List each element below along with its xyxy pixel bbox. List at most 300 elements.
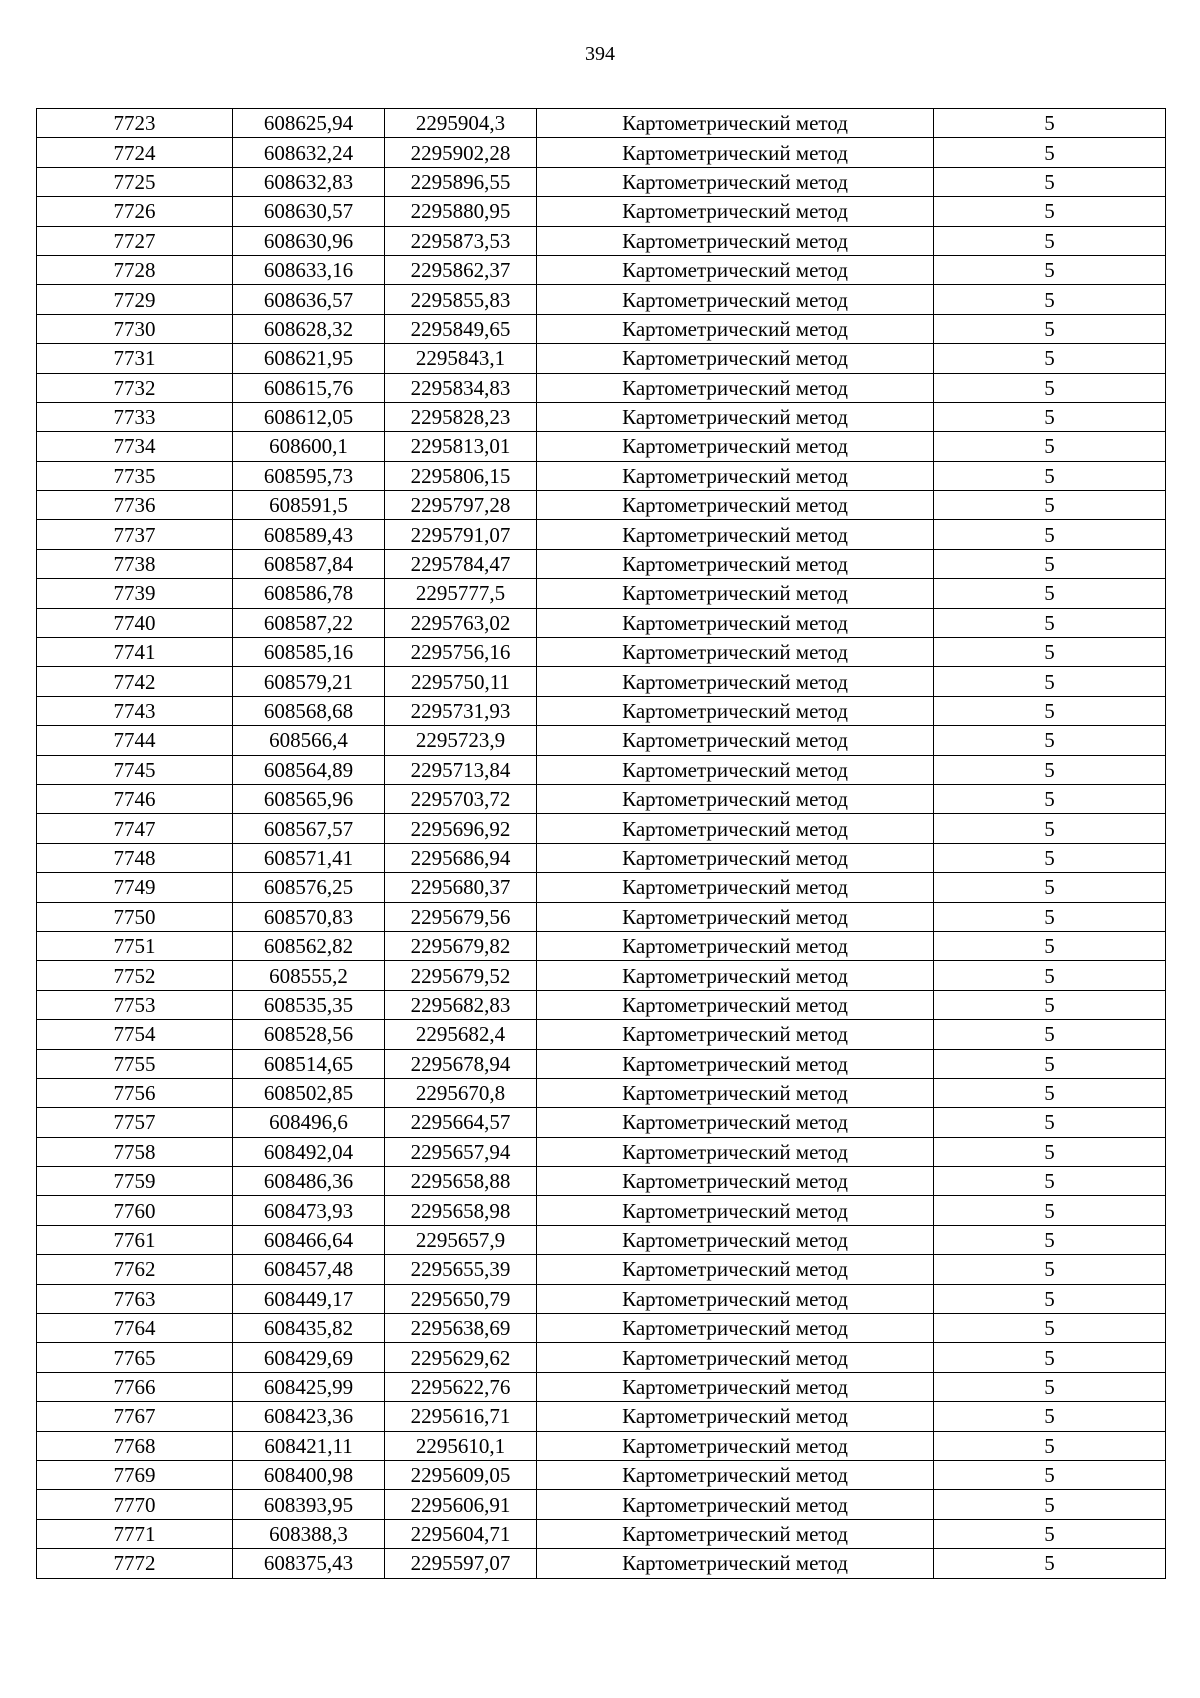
y-coordinate-cell: 2295731,93 [385,696,537,725]
table-row [37,579,1166,608]
point-number-cell: 7737 [37,520,233,549]
y-coordinate-cell: 2295679,82 [385,931,537,960]
x-coordinate-cell: 608423,36 [233,1402,385,1431]
x-coordinate-cell: 608600,1 [233,432,385,461]
accuracy-cell: 5 [934,432,1166,461]
point-number-cell: 7730 [37,314,233,343]
method-cell: Картометрический метод [537,1490,934,1519]
method-cell: Картометрический метод [537,549,934,578]
x-coordinate-cell: 608587,22 [233,608,385,637]
table-row [37,1049,1166,1078]
y-coordinate-cell: 2295658,88 [385,1167,537,1196]
y-coordinate-cell: 2295682,83 [385,990,537,1019]
accuracy-cell: 5 [934,1255,1166,1284]
table-row [37,549,1166,578]
accuracy-cell: 5 [934,638,1166,667]
point-number-cell: 7736 [37,491,233,520]
coordinates-table-body [37,109,1166,1579]
method-cell: Картометрический метод [537,138,934,167]
y-coordinate-cell: 2295638,69 [385,1314,537,1343]
method-cell: Картометрический метод [537,814,934,843]
x-coordinate-cell: 608567,57 [233,814,385,843]
method-cell: Картометрический метод [537,1314,934,1343]
x-coordinate-cell: 608435,82 [233,1314,385,1343]
point-number-cell: 7762 [37,1255,233,1284]
point-number-cell: 7745 [37,755,233,784]
x-coordinate-cell: 608591,5 [233,491,385,520]
y-coordinate-cell: 2295679,52 [385,961,537,990]
table-row [37,814,1166,843]
accuracy-cell: 5 [934,461,1166,490]
point-number-cell: 7743 [37,696,233,725]
table-row [37,1343,1166,1372]
method-cell: Картометрический метод [537,873,934,902]
accuracy-cell: 5 [934,1314,1166,1343]
y-coordinate-cell: 2295750,11 [385,667,537,696]
y-coordinate-cell: 2295610,1 [385,1431,537,1460]
point-number-cell: 7756 [37,1078,233,1107]
x-coordinate-cell: 608587,84 [233,549,385,578]
table-row [37,109,1166,138]
y-coordinate-cell: 2295670,8 [385,1078,537,1107]
y-coordinate-cell: 2295703,72 [385,784,537,813]
x-coordinate-cell: 608400,98 [233,1460,385,1489]
method-cell: Картометрический метод [537,402,934,431]
accuracy-cell: 5 [934,1343,1166,1372]
x-coordinate-cell: 608630,96 [233,226,385,255]
y-coordinate-cell: 2295606,91 [385,1490,537,1519]
y-coordinate-cell: 2295679,56 [385,902,537,931]
accuracy-cell: 5 [934,1431,1166,1460]
accuracy-cell: 5 [934,814,1166,843]
table-row [37,843,1166,872]
x-coordinate-cell: 608528,56 [233,1020,385,1049]
accuracy-cell: 5 [934,961,1166,990]
accuracy-cell: 5 [934,579,1166,608]
x-coordinate-cell: 608615,76 [233,373,385,402]
point-number-cell: 7761 [37,1225,233,1254]
y-coordinate-cell: 2295680,37 [385,873,537,902]
point-number-cell: 7746 [37,784,233,813]
table-row [37,1020,1166,1049]
x-coordinate-cell: 608612,05 [233,402,385,431]
page-number: 394 [585,43,615,65]
method-cell: Картометрический метод [537,1519,934,1548]
y-coordinate-cell: 2295629,62 [385,1343,537,1372]
x-coordinate-cell: 608621,95 [233,344,385,373]
accuracy-cell: 5 [934,314,1166,343]
accuracy-cell: 5 [934,990,1166,1019]
x-coordinate-cell: 608535,35 [233,990,385,1019]
x-coordinate-cell: 608449,17 [233,1284,385,1313]
method-cell: Картометрический метод [537,755,934,784]
point-number-cell: 7731 [37,344,233,373]
table-row [37,608,1166,637]
y-coordinate-cell: 2295828,23 [385,402,537,431]
table-row [37,1402,1166,1431]
y-coordinate-cell: 2295806,15 [385,461,537,490]
point-number-cell: 7750 [37,902,233,931]
point-number-cell: 7732 [37,373,233,402]
table-row [37,197,1166,226]
point-number-cell: 7753 [37,990,233,1019]
y-coordinate-cell: 2295873,53 [385,226,537,255]
table-row [37,1314,1166,1343]
accuracy-cell: 5 [934,843,1166,872]
x-coordinate-cell: 608586,78 [233,579,385,608]
x-coordinate-cell: 608636,57 [233,285,385,314]
y-coordinate-cell: 2295896,55 [385,167,537,196]
point-number-cell: 7729 [37,285,233,314]
point-number-cell: 7757 [37,1108,233,1137]
y-coordinate-cell: 2295682,4 [385,1020,537,1049]
method-cell: Картометрический метод [537,461,934,490]
method-cell: Картометрический метод [537,1078,934,1107]
x-coordinate-cell: 608466,64 [233,1225,385,1254]
y-coordinate-cell: 2295678,94 [385,1049,537,1078]
accuracy-cell: 5 [934,1137,1166,1166]
point-number-cell: 7734 [37,432,233,461]
y-coordinate-cell: 2295713,84 [385,755,537,784]
table-row [37,520,1166,549]
table-row [37,1284,1166,1313]
y-coordinate-cell: 2295784,47 [385,549,537,578]
table-row [37,432,1166,461]
point-number-cell: 7727 [37,226,233,255]
point-number-cell: 7725 [37,167,233,196]
point-number-cell: 7739 [37,579,233,608]
accuracy-cell: 5 [934,1108,1166,1137]
table-row [37,902,1166,931]
x-coordinate-cell: 608566,4 [233,726,385,755]
table-row [37,696,1166,725]
point-number-cell: 7752 [37,961,233,990]
method-cell: Картометрический метод [537,1372,934,1401]
table-row [37,491,1166,520]
x-coordinate-cell: 608393,95 [233,1490,385,1519]
table-row [37,344,1166,373]
table-row [37,667,1166,696]
accuracy-cell: 5 [934,1284,1166,1313]
y-coordinate-cell: 2295791,07 [385,520,537,549]
table-row [37,255,1166,284]
point-number-cell: 7738 [37,549,233,578]
point-number-cell: 7758 [37,1137,233,1166]
method-cell: Картометрический метод [537,1196,934,1225]
y-coordinate-cell: 2295597,07 [385,1549,537,1578]
accuracy-cell: 5 [934,373,1166,402]
method-cell: Картометрический метод [537,1402,934,1431]
y-coordinate-cell: 2295658,98 [385,1196,537,1225]
point-number-cell: 7768 [37,1431,233,1460]
table-row [37,373,1166,402]
method-cell: Картометрический метод [537,1255,934,1284]
method-cell: Картометрический метод [537,432,934,461]
y-coordinate-cell: 2295686,94 [385,843,537,872]
y-coordinate-cell: 2295904,3 [385,109,537,138]
point-number-cell: 7763 [37,1284,233,1313]
method-cell: Картометрический метод [537,990,934,1019]
accuracy-cell: 5 [934,902,1166,931]
x-coordinate-cell: 608632,24 [233,138,385,167]
method-cell: Картометрический метод [537,1284,934,1313]
method-cell: Картометрический метод [537,285,934,314]
table-row [37,784,1166,813]
y-coordinate-cell: 2295843,1 [385,344,537,373]
y-coordinate-cell: 2295777,5 [385,579,537,608]
method-cell: Картометрический метод [537,1225,934,1254]
y-coordinate-cell: 2295862,37 [385,255,537,284]
point-number-cell: 7742 [37,667,233,696]
x-coordinate-cell: 608579,21 [233,667,385,696]
table-row [37,461,1166,490]
y-coordinate-cell: 2295655,39 [385,1255,537,1284]
accuracy-cell: 5 [934,549,1166,578]
table-row [37,1196,1166,1225]
y-coordinate-cell: 2295696,92 [385,814,537,843]
accuracy-cell: 5 [934,1196,1166,1225]
x-coordinate-cell: 608375,43 [233,1549,385,1578]
x-coordinate-cell: 608628,32 [233,314,385,343]
x-coordinate-cell: 608568,68 [233,696,385,725]
table-row [37,931,1166,960]
accuracy-cell: 5 [934,1490,1166,1519]
accuracy-cell: 5 [934,1049,1166,1078]
y-coordinate-cell: 2295609,05 [385,1460,537,1489]
table-row [37,226,1166,255]
point-number-cell: 7755 [37,1049,233,1078]
method-cell: Картометрический метод [537,491,934,520]
accuracy-cell: 5 [934,1402,1166,1431]
x-coordinate-cell: 608496,6 [233,1108,385,1137]
method-cell: Картометрический метод [537,344,934,373]
x-coordinate-cell: 608589,43 [233,520,385,549]
x-coordinate-cell: 608633,16 [233,255,385,284]
method-cell: Картометрический метод [537,1108,934,1137]
method-cell: Картометрический метод [537,1137,934,1166]
point-number-cell: 7771 [37,1519,233,1548]
method-cell: Картометрический метод [537,1460,934,1489]
accuracy-cell: 5 [934,109,1166,138]
x-coordinate-cell: 608632,83 [233,167,385,196]
x-coordinate-cell: 608514,65 [233,1049,385,1078]
accuracy-cell: 5 [934,491,1166,520]
method-cell: Картометрический метод [537,667,934,696]
accuracy-cell: 5 [934,344,1166,373]
table-row [37,755,1166,784]
method-cell: Картометрический метод [537,1049,934,1078]
x-coordinate-cell: 608625,94 [233,109,385,138]
method-cell: Картометрический метод [537,255,934,284]
point-number-cell: 7724 [37,138,233,167]
point-number-cell: 7740 [37,608,233,637]
table-row [37,1167,1166,1196]
table-row [37,873,1166,902]
accuracy-cell: 5 [934,931,1166,960]
method-cell: Картометрический метод [537,1343,934,1372]
point-number-cell: 7748 [37,843,233,872]
point-number-cell: 7760 [37,1196,233,1225]
method-cell: Картометрический метод [537,638,934,667]
y-coordinate-cell: 2295723,9 [385,726,537,755]
table-row [37,314,1166,343]
point-number-cell: 7749 [37,873,233,902]
point-number-cell: 7723 [37,109,233,138]
method-cell: Картометрический метод [537,902,934,931]
accuracy-cell: 5 [934,873,1166,902]
table-row [37,990,1166,1019]
accuracy-cell: 5 [934,138,1166,167]
accuracy-cell: 5 [934,608,1166,637]
table-row [37,1519,1166,1548]
y-coordinate-cell: 2295657,9 [385,1225,537,1254]
accuracy-cell: 5 [934,285,1166,314]
method-cell: Картометрический метод [537,373,934,402]
table-row [37,726,1166,755]
point-number-cell: 7735 [37,461,233,490]
table-row [37,1225,1166,1254]
x-coordinate-cell: 608486,36 [233,1167,385,1196]
method-cell: Картометрический метод [537,226,934,255]
method-cell: Картометрический метод [537,1431,934,1460]
accuracy-cell: 5 [934,696,1166,725]
accuracy-cell: 5 [934,255,1166,284]
x-coordinate-cell: 608585,16 [233,638,385,667]
method-cell: Картометрический метод [537,696,934,725]
y-coordinate-cell: 2295616,71 [385,1402,537,1431]
point-number-cell: 7754 [37,1020,233,1049]
accuracy-cell: 5 [934,520,1166,549]
x-coordinate-cell: 608425,99 [233,1372,385,1401]
table-row [37,1108,1166,1137]
y-coordinate-cell: 2295834,83 [385,373,537,402]
x-coordinate-cell: 608570,83 [233,902,385,931]
y-coordinate-cell: 2295657,94 [385,1137,537,1166]
table-row [37,1137,1166,1166]
accuracy-cell: 5 [934,1519,1166,1548]
accuracy-cell: 5 [934,402,1166,431]
x-coordinate-cell: 608595,73 [233,461,385,490]
point-number-cell: 7759 [37,1167,233,1196]
point-number-cell: 7770 [37,1490,233,1519]
table-row [37,1431,1166,1460]
x-coordinate-cell: 608421,11 [233,1431,385,1460]
accuracy-cell: 5 [934,1167,1166,1196]
accuracy-cell: 5 [934,1372,1166,1401]
accuracy-cell: 5 [934,1020,1166,1049]
y-coordinate-cell: 2295855,83 [385,285,537,314]
method-cell: Картометрический метод [537,520,934,549]
y-coordinate-cell: 2295849,65 [385,314,537,343]
y-coordinate-cell: 2295880,95 [385,197,537,226]
table-row [37,1549,1166,1578]
accuracy-cell: 5 [934,167,1166,196]
point-number-cell: 7767 [37,1402,233,1431]
accuracy-cell: 5 [934,1078,1166,1107]
x-coordinate-cell: 608562,82 [233,931,385,960]
y-coordinate-cell: 2295902,28 [385,138,537,167]
point-number-cell: 7769 [37,1460,233,1489]
table-row [37,1372,1166,1401]
point-number-cell: 7744 [37,726,233,755]
x-coordinate-cell: 608576,25 [233,873,385,902]
x-coordinate-cell: 608555,2 [233,961,385,990]
method-cell: Картометрический метод [537,961,934,990]
accuracy-cell: 5 [934,784,1166,813]
method-cell: Картометрический метод [537,784,934,813]
x-coordinate-cell: 608492,04 [233,1137,385,1166]
x-coordinate-cell: 608630,57 [233,197,385,226]
method-cell: Картометрический метод [537,931,934,960]
y-coordinate-cell: 2295604,71 [385,1519,537,1548]
table-row [37,138,1166,167]
method-cell: Картометрический метод [537,608,934,637]
point-number-cell: 7728 [37,255,233,284]
coordinates-table [36,108,1166,1579]
method-cell: Картометрический метод [537,1549,934,1578]
table-row [37,638,1166,667]
y-coordinate-cell: 2295622,76 [385,1372,537,1401]
y-coordinate-cell: 2295664,57 [385,1108,537,1137]
table-row [37,1460,1166,1489]
table-row [37,167,1166,196]
point-number-cell: 7751 [37,931,233,960]
x-coordinate-cell: 608429,69 [233,1343,385,1372]
point-number-cell: 7772 [37,1549,233,1578]
table-row [37,1078,1166,1107]
x-coordinate-cell: 608473,93 [233,1196,385,1225]
point-number-cell: 7733 [37,402,233,431]
table-row [37,961,1166,990]
accuracy-cell: 5 [934,197,1166,226]
x-coordinate-cell: 608457,48 [233,1255,385,1284]
method-cell: Картометрический метод [537,1020,934,1049]
y-coordinate-cell: 2295650,79 [385,1284,537,1313]
accuracy-cell: 5 [934,667,1166,696]
method-cell: Картометрический метод [537,167,934,196]
x-coordinate-cell: 608571,41 [233,843,385,872]
method-cell: Картометрический метод [537,843,934,872]
point-number-cell: 7764 [37,1314,233,1343]
table-row [37,285,1166,314]
accuracy-cell: 5 [934,226,1166,255]
y-coordinate-cell: 2295813,01 [385,432,537,461]
method-cell: Картометрический метод [537,579,934,608]
table-row [37,1490,1166,1519]
y-coordinate-cell: 2295797,28 [385,491,537,520]
method-cell: Картометрический метод [537,314,934,343]
y-coordinate-cell: 2295763,02 [385,608,537,637]
table-row [37,402,1166,431]
method-cell: Картометрический метод [537,1167,934,1196]
accuracy-cell: 5 [934,1549,1166,1578]
point-number-cell: 7765 [37,1343,233,1372]
x-coordinate-cell: 608502,85 [233,1078,385,1107]
x-coordinate-cell: 608565,96 [233,784,385,813]
method-cell: Картометрический метод [537,726,934,755]
accuracy-cell: 5 [934,726,1166,755]
method-cell: Картометрический метод [537,197,934,226]
point-number-cell: 7766 [37,1372,233,1401]
y-coordinate-cell: 2295756,16 [385,638,537,667]
x-coordinate-cell: 608388,3 [233,1519,385,1548]
x-coordinate-cell: 608564,89 [233,755,385,784]
method-cell: Картометрический метод [537,109,934,138]
accuracy-cell: 5 [934,1225,1166,1254]
table-row [37,1255,1166,1284]
point-number-cell: 7747 [37,814,233,843]
point-number-cell: 7726 [37,197,233,226]
